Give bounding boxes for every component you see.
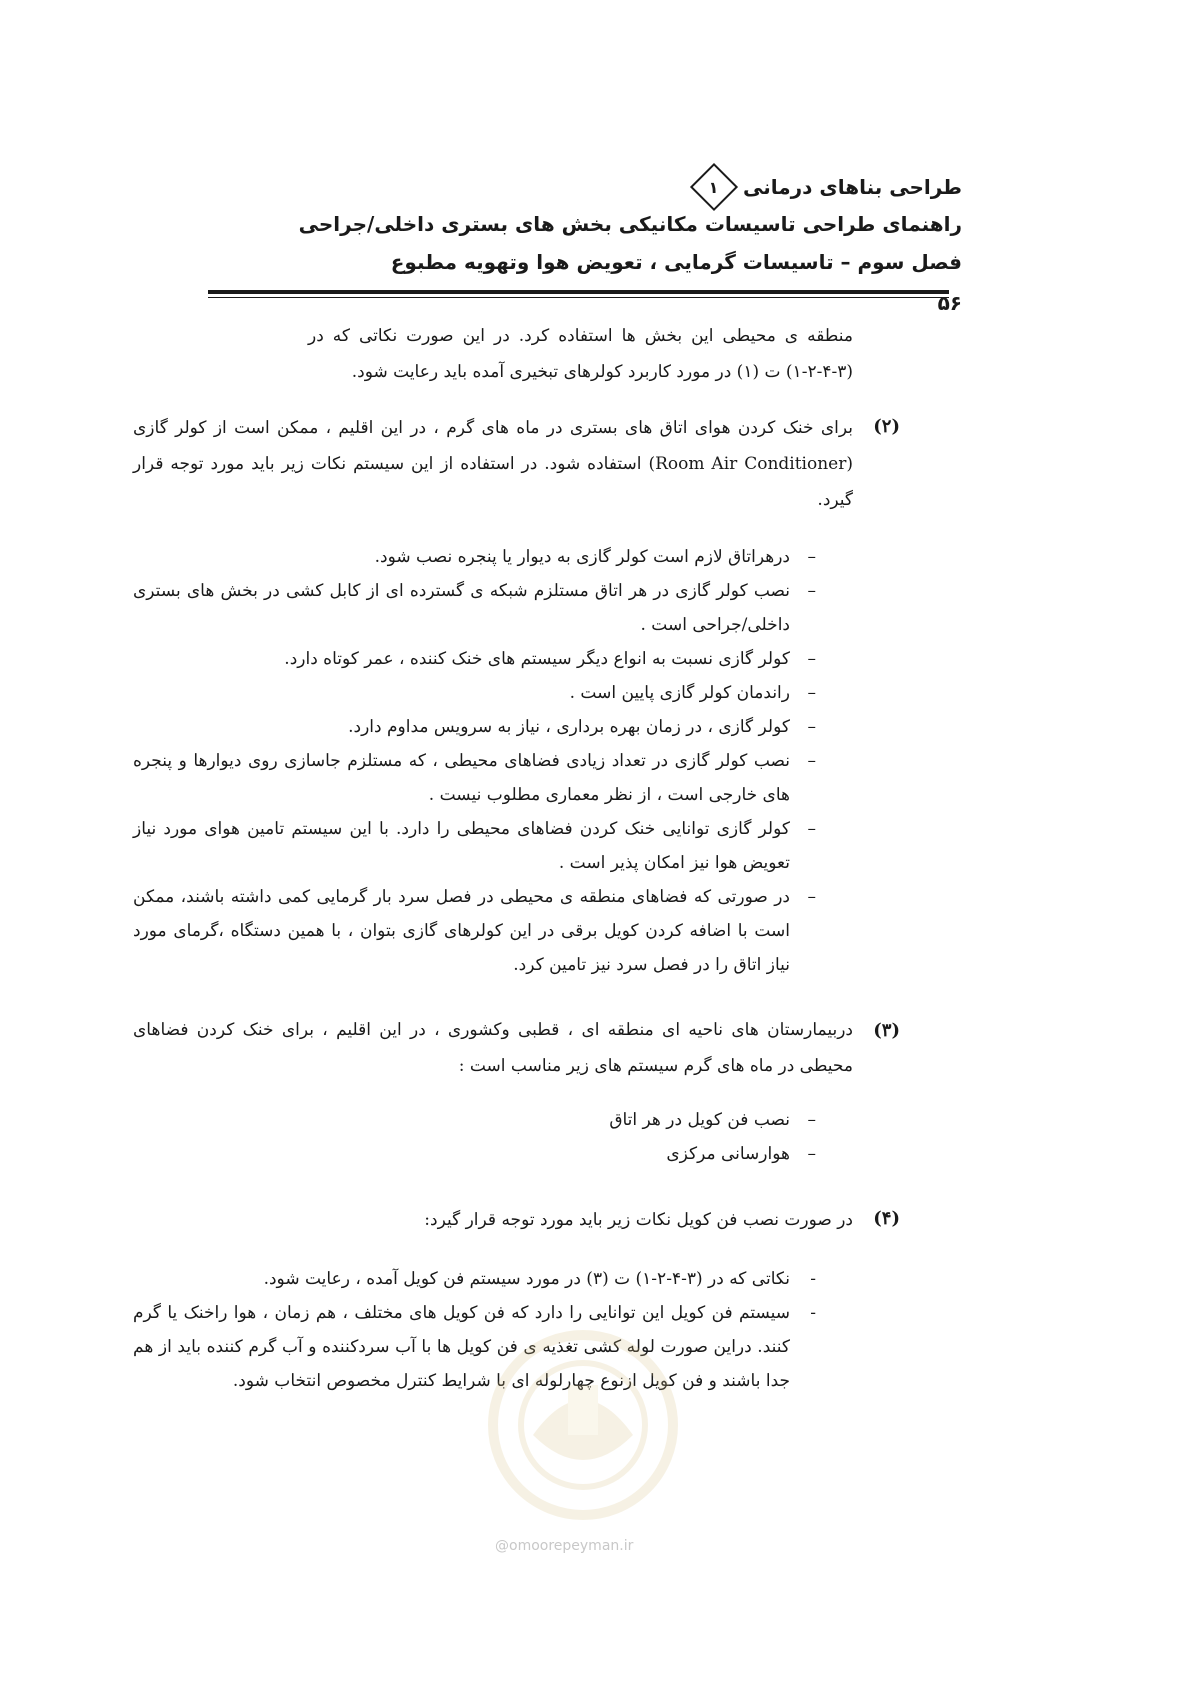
guide-title: راهنمای طراحی تاسیسات مکانیکی بخش های بستری داخلی/جراحی	[298, 212, 962, 236]
series-number: ۱	[709, 177, 719, 197]
list-item: - سیستم فن کویل این توانایی را دارد که فن کویل های مختلف ، هم زمان ، هوا راخنک یا گرم کنند. دراین صورت لوله کشی تغذیه ی فن کویل ها با آب سردکننده و آب گرم کننده باید از هم جدا باشند و فن کویل ازنوع چهارلوله ای با شرایط کنترل مخصوص انتخاب شود.	[133, 1296, 816, 1398]
list-item: – هوارسانی مرکزی	[516, 1137, 816, 1171]
section-paragraph: برای خنک کردن هوای اتاق های بستری در ماه های گرم ، در این اقلیم ، ممکن است از کولر گازی (Room Air Conditioner) استفاده شود. در استفاده از این سیستم نکات زیر باید مورد توجه قرار گیرد.	[133, 418, 853, 510]
list-item: – نصب کولر گازی در تعداد زیادی فضاهای محیطی ، که مستلزم جاسازی روی دیوارها و پنجره های خارجی است ، از نظر معماری مطلوب نیست .	[133, 744, 816, 812]
list-item: – راندمان کولر گازی پایین است .	[133, 676, 816, 710]
list-item: – نصب کولر گازی در هر اتاق مستلزم شبکه ی گسترده ای از کابل کشی در بخش های بستری داخلی/جراحی است .	[133, 574, 816, 642]
section-number: (۴)	[873, 1208, 900, 1229]
section-bullet-list	[133, 1262, 816, 1398]
section-paragraph: دربیمارستان های ناحیه ای منطقه ای ، قطبی وکشوری ، در این اقلیم ، برای خنک کردن فضاهای محیطی در ماه های گرم سیستم های زیر مناسب است :	[133, 1020, 853, 1076]
intro-paragraph: منطقه ی محیطی این بخش ها استفاده کرد. در این صورت نکاتی که در (۳-۴-۲-۱) ت (۱) در مورد کاربرد کولرهای تبخیری آمده باید رعایت شود.	[308, 326, 853, 382]
header-divider-thin	[208, 297, 949, 298]
chapter-title: فصل سوم – تاسیسات گرمایی ، تعویض هوا وتهویه مطبوع	[390, 250, 962, 274]
list-item: – کولر گازی نسبت به انواع دیگر سیستم های خنک کننده ، عمر کوتاه دارد.	[133, 642, 816, 676]
series-title: طراحی بناهای درمانی	[742, 175, 962, 199]
list-item: – کولر گازی ، در زمان بهره برداری ، نیاز به سرویس مداوم دارد.	[133, 710, 816, 744]
section-number: (۳)	[873, 1020, 900, 1041]
series-number-badge	[690, 163, 738, 211]
series-title-line	[691, 170, 962, 204]
list-item: – در صورتی که فضاهای منطقه ی محیطی در فصل سرد بار گرمایی کمی داشته باشند، ممکن است با اضافه کردن کویل برقی در این کولرهای گازی بتوان ، با همین دستگاه ،گرمای مورد نیاز اتاق را در فصل سرد نیز تامین کرد.	[133, 880, 816, 982]
list-item: – کولر گازی توانایی خنک کردن فضاهای محیطی را دارد. با این سیستم تامین هوای مورد نیاز تعویض هوا نیز امکان پذیر است .	[133, 812, 816, 880]
page-number: ۵۶	[937, 291, 962, 315]
section-paragraph: در صورت نصب فن کویل نکات زیر باید مورد توجه قرار گیرد:	[424, 1210, 853, 1230]
section-number: (۲)	[873, 416, 900, 437]
list-item: – درهراتاق لازم است کولر گازی به دیوار یا پنجره نصب شود.	[133, 540, 816, 574]
section-bullet-list	[133, 540, 816, 982]
list-item: – نصب فن کویل در هر اتاق	[516, 1103, 816, 1137]
section-bullet-list	[516, 1103, 816, 1171]
list-item: - نکاتی که در (۳-۴-۲-۱) ت (۳) در مورد سیستم فن کویل آمده ، رعایت شود.	[133, 1262, 816, 1296]
header-divider-thick	[208, 290, 949, 294]
watermark-site: @omoorepeyman.ir	[495, 1538, 634, 1554]
